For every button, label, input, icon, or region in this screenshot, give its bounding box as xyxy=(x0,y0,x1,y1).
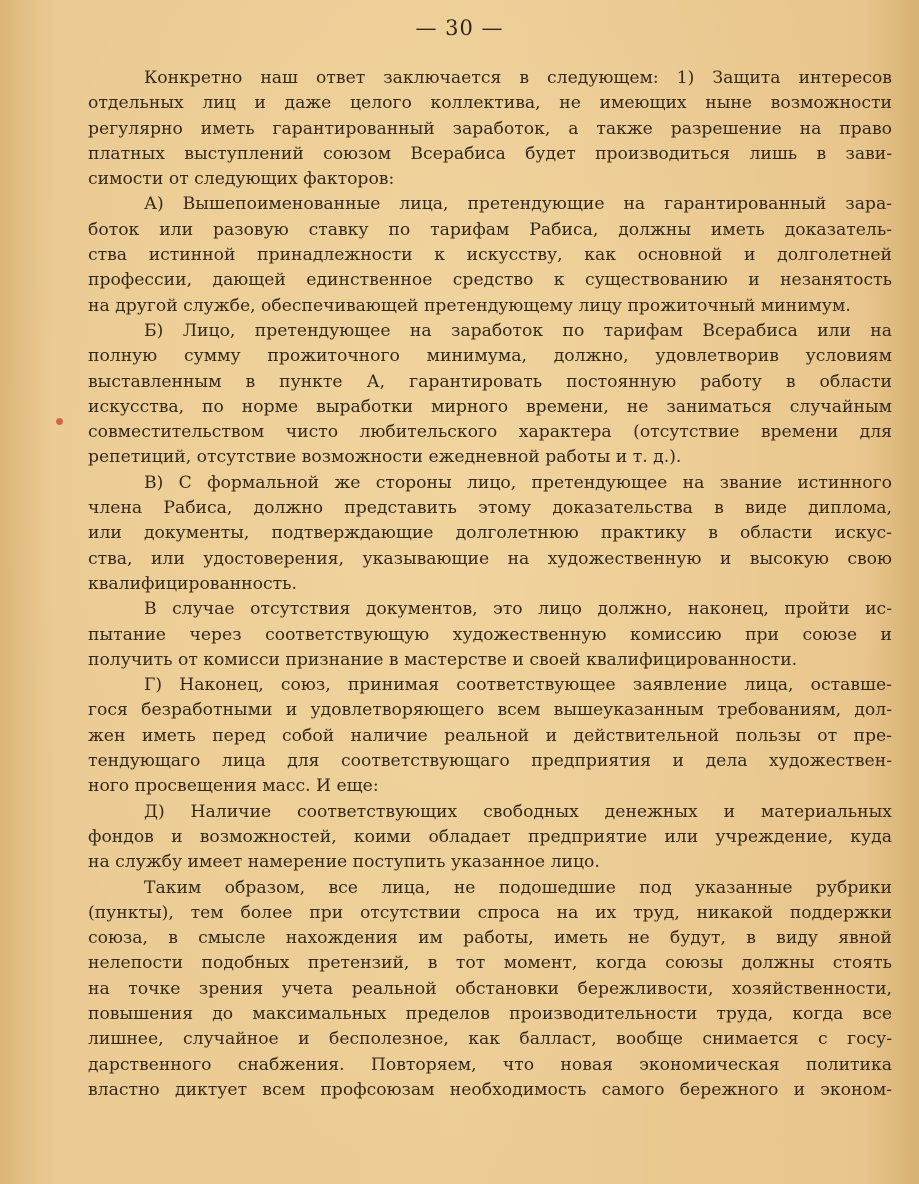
text-line: Таким образом, все лица, не подошедшие под указанные рубрики xyxy=(144,877,892,898)
text-line: квалифицированность. xyxy=(88,573,297,594)
text-line: ства истинной принадлежности к искусству, как основной и долголетней xyxy=(88,245,892,266)
text-line: или документы, подтверждающие долголетнюю практику в области искус- xyxy=(88,523,892,544)
red-ink-mark xyxy=(56,418,63,425)
text-line: регулярно иметь гарантированный заработок, а также разрешение на право xyxy=(88,118,892,139)
text-line: члена Рабиса, должно представить этому доказательства в виде диплома, xyxy=(88,498,892,519)
text-line: В случае отсутствия документов, это лицо должно, наконец, пройти ис- xyxy=(144,599,892,620)
text-line: ства, или удостоверения, указывающие на художественную и высокую свою xyxy=(88,548,892,569)
text-line: отдельных лиц и даже целого коллектива, не имеющих ныне возможности xyxy=(88,93,892,114)
body-text xyxy=(88,66,892,1103)
text-line: нелепости подобных претензий, в тот момент, когда союзы должны стоять xyxy=(88,953,892,974)
text-line: на точке зрения учета реальной обстановки бережливости, хозяйственности, xyxy=(88,978,892,999)
text-line: искусства, по норме выработки мирного времени, не заниматься случайным xyxy=(88,396,892,417)
text-line: на другой службе, обеспечивающей претендующему лицу прожиточный минимум. xyxy=(88,295,851,316)
text-line: Д) Наличие соответствующих свободных денежных и материальных xyxy=(144,801,892,822)
text-line: Б) Лицо, претендующее на заработок по тарифам Всерабиса или на xyxy=(144,320,892,341)
text-line: А) Вышепоименованные лица, претендующие на гарантированный зара- xyxy=(144,194,892,215)
text-line: профессии, дающей единственное средство к существованию и незанятость xyxy=(88,270,892,291)
text-line: платных выступлений союзом Всерабиса будет производиться лишь в зави- xyxy=(88,143,892,164)
text-line: репетиций, отсутствие возможности ежедневной работы и т. д.). xyxy=(88,447,682,468)
text-line: лишнее, случайное и бесполезное, как балласт, вообще снимается с госу- xyxy=(88,1029,892,1050)
text-line: полную сумму прожиточного минимума, должно, удовлетворив условиям xyxy=(88,346,892,367)
text-line: фондов и возможностей, коими обладает предприятие или учреждение, куда xyxy=(88,826,892,847)
text-line: ного просвещения масс. И еще: xyxy=(88,776,379,797)
text-line: на службу имеет намерение поступить указанное лицо. xyxy=(88,852,600,873)
text-line: получить от комисси признание в мастерстве и своей квалифицированности. xyxy=(88,649,798,670)
text-line: пытание через соответствующую художественную комиссию при союзе и xyxy=(88,624,892,645)
text-line: боток или разовую ставку по тарифам Рабиса, должны иметь доказатель- xyxy=(88,219,892,240)
text-line: союза, в смысле нахождения им работы, иметь не будут, в виду явной xyxy=(88,928,892,949)
text-line: Конкретно наш ответ заключается в следующем: 1) Защита интересов xyxy=(144,68,892,88)
text-line: властно диктует всем профсоюзам необходимость самого бережного и эконом- xyxy=(88,1079,892,1100)
text-line: (пункты), тем более при отсутствии спроса на их труд, никакой поддержки xyxy=(88,902,892,923)
text-line: жен иметь перед собой наличие реальной и действительной пользы от пре- xyxy=(88,725,892,746)
text-line: выставленным в пункте А, гарантировать постоянную работу в области xyxy=(88,371,892,392)
text-line: В) С формальной же стороны лицо, претендующее на звание истинного xyxy=(144,472,892,493)
text-line: гося безработными и удовлетворяющего всем вышеуказанным требованиям, дол- xyxy=(88,700,892,721)
text-line: дарственного снабжения. Повторяем, что новая экономическая политика xyxy=(88,1054,892,1075)
page-number: — 30 — xyxy=(415,16,504,40)
text-line: совместительством чисто любительского характера (отсутствие времени для xyxy=(88,422,892,443)
text-line: симости от следующих факторов: xyxy=(88,169,395,190)
text-line: Г) Наконец, союз, принимая соответствующее заявление лица, оставше- xyxy=(144,675,892,696)
text-line: тендующаго лица для соответствующаго предприятия и дела художествен- xyxy=(88,751,892,772)
text-line: повышения до максимальных пределов производительности труда, когда все xyxy=(88,1003,892,1024)
